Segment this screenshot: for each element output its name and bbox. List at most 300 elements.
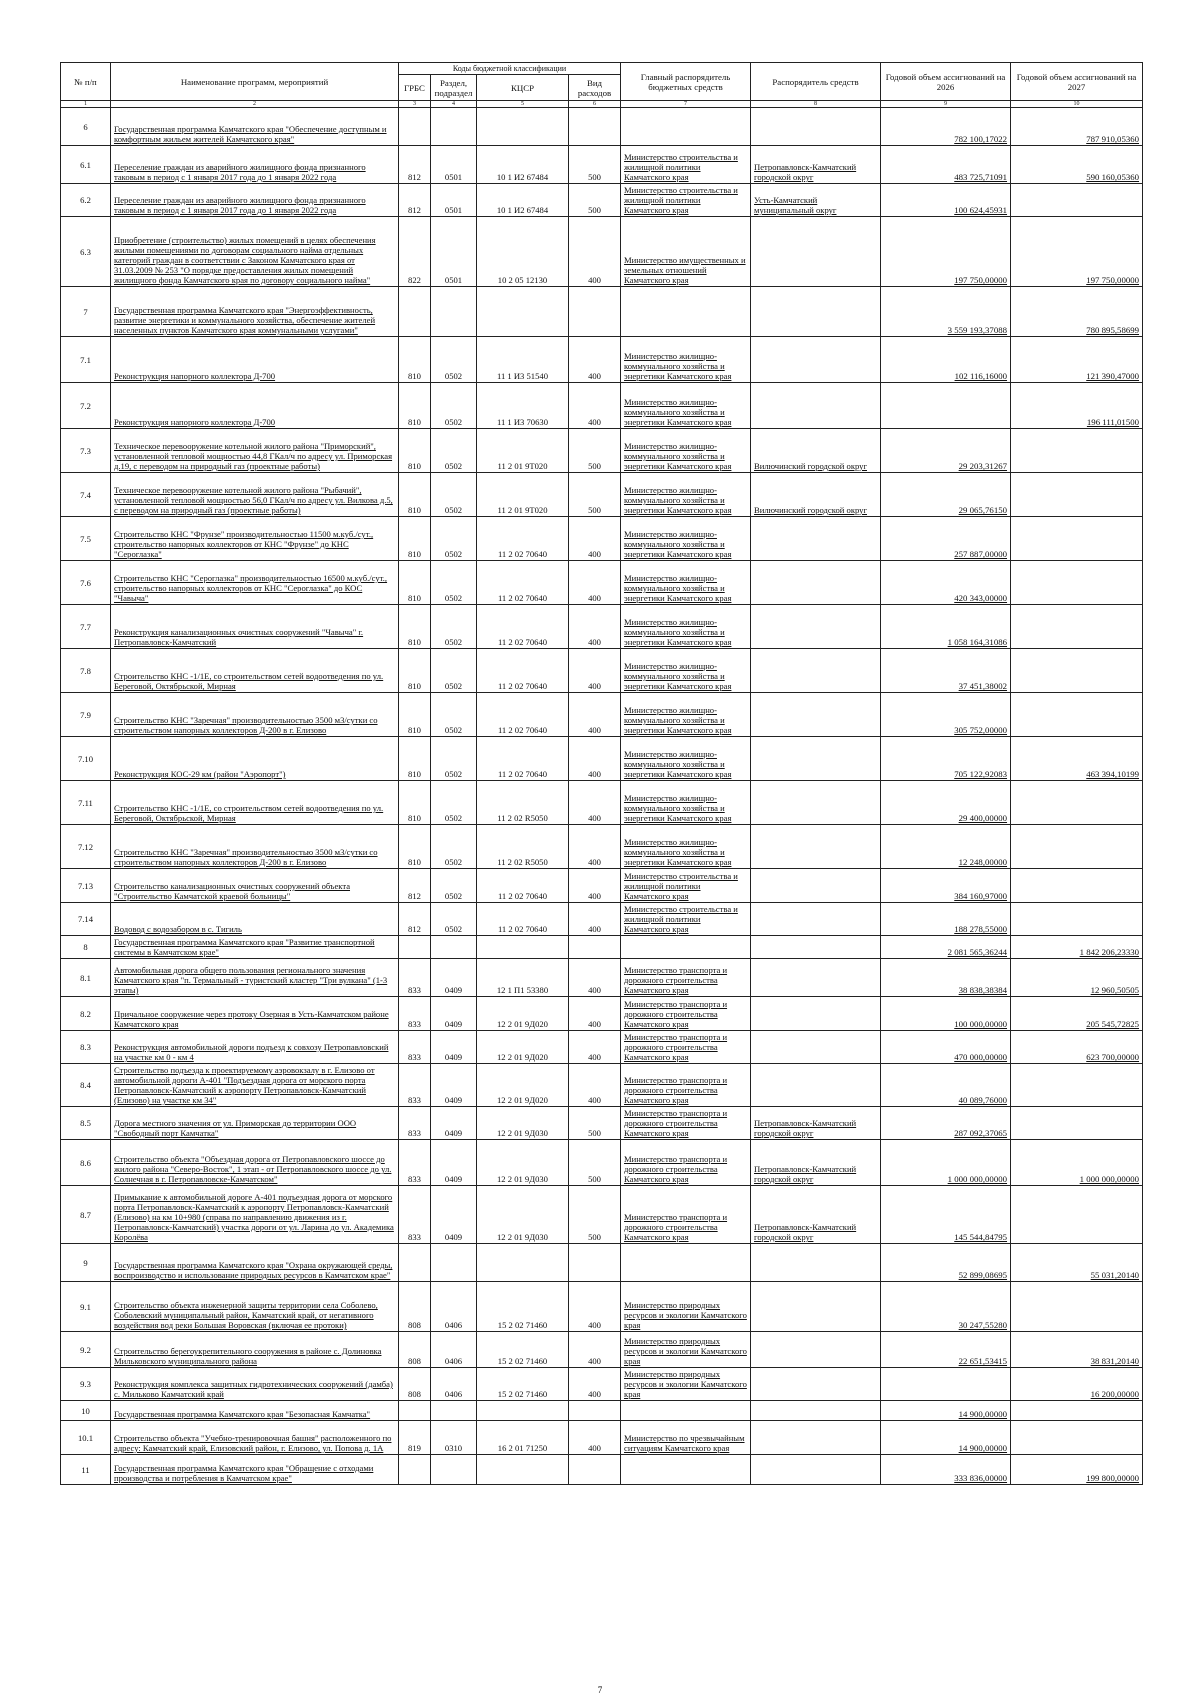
row-ksr: 12 1 П1 53380 [477, 959, 569, 997]
row-volume-2027 [1011, 605, 1143, 649]
row-volume-2026: 14 900,00000 [881, 1421, 1011, 1455]
header-manager: Распорядитель средств [751, 63, 881, 101]
row-name: Государственная программа Камчатского края "Охрана окружающей среды, воспроизводство и использование природных ресурсов в Камчатском крае" [111, 1244, 399, 1282]
row-volume-2026: 102 116,16000 [881, 337, 1011, 383]
row-section [431, 1455, 477, 1485]
row-section: 0502 [431, 903, 477, 936]
row-manager [751, 1282, 881, 1332]
header-ksr: КЦСР [477, 75, 569, 101]
column-index: 5 [477, 101, 569, 108]
row-grbs: 833 [399, 997, 431, 1031]
row-number: 8.7 [61, 1186, 111, 1244]
row-number: 8 [61, 936, 111, 959]
table-row [61, 1368, 1143, 1401]
row-expense-type: 500 [569, 146, 621, 184]
row-main-manager: Министерство транспорта и дорожного строительства Камчатского края [621, 959, 751, 997]
row-number: 9.1 [61, 1282, 111, 1332]
row-section: 0502 [431, 605, 477, 649]
row-expense-type: 400 [569, 959, 621, 997]
row-main-manager: Министерство транспорта и дорожного строительства Камчатского края [621, 1186, 751, 1244]
row-section: 0501 [431, 217, 477, 287]
row-grbs: 810 [399, 693, 431, 737]
row-volume-2026: 29 400,00000 [881, 781, 1011, 825]
row-expense-type: 400 [569, 903, 621, 936]
row-expense-type [569, 108, 621, 146]
table-row [61, 1332, 1143, 1368]
row-volume-2027: 12 960,50505 [1011, 959, 1143, 997]
row-main-manager: Министерство жилищно-коммунального хозяйства и энергетики Камчатского края [621, 429, 751, 473]
row-main-manager: Министерство жилищно-коммунального хозяйства и энергетики Камчатского края [621, 781, 751, 825]
row-section: 0502 [431, 825, 477, 869]
table-row [61, 1186, 1143, 1244]
row-number: 7.2 [61, 383, 111, 429]
row-ksr [477, 287, 569, 337]
row-ksr: 11 2 02 70640 [477, 737, 569, 781]
row-volume-2027 [1011, 517, 1143, 561]
row-volume-2027 [1011, 1421, 1143, 1455]
row-volume-2027 [1011, 1186, 1143, 1244]
row-grbs: 833 [399, 1186, 431, 1244]
row-section: 0501 [431, 146, 477, 184]
row-expense-type [569, 936, 621, 959]
row-number: 9.3 [61, 1368, 111, 1401]
row-grbs: 833 [399, 1031, 431, 1064]
row-ksr: 16 2 01 71250 [477, 1421, 569, 1455]
row-section: 0502 [431, 473, 477, 517]
row-main-manager: Министерство жилищно-коммунального хозяйства и энергетики Камчатского края [621, 473, 751, 517]
table-row [61, 936, 1143, 959]
row-expense-type: 400 [569, 337, 621, 383]
row-volume-2026: 100 624,45931 [881, 184, 1011, 217]
row-grbs [399, 1244, 431, 1282]
column-index: 9 [881, 101, 1011, 108]
row-number: 8.6 [61, 1140, 111, 1186]
row-ksr [477, 1455, 569, 1485]
row-main-manager: Министерство природных ресурсов и экологии Камчатского края [621, 1368, 751, 1401]
table-row [61, 959, 1143, 997]
table-row [61, 561, 1143, 605]
table-row [61, 737, 1143, 781]
row-name: Строительство КНС "Фрунзе" производительностью 11500 м.куб./сут., строительство напорных коллекторов от КНС "Фрунзе" до КНС "Сероглазка" [111, 517, 399, 561]
row-grbs: 812 [399, 146, 431, 184]
header-number: № п/п [61, 63, 111, 101]
row-main-manager: Министерство транспорта и дорожного строительства Камчатского края [621, 997, 751, 1031]
row-grbs: 812 [399, 869, 431, 903]
row-main-manager: Министерство строительства и жилищной политики Камчатского края [621, 146, 751, 184]
row-main-manager: Министерство природных ресурсов и экологии Камчатского края [621, 1332, 751, 1368]
row-volume-2026: 2 081 565,36244 [881, 936, 1011, 959]
row-ksr: 15 2 02 71460 [477, 1368, 569, 1401]
column-index: 7 [621, 101, 751, 108]
row-manager [751, 1401, 881, 1421]
column-index-row [61, 101, 1143, 108]
column-index: 6 [569, 101, 621, 108]
row-manager [751, 337, 881, 383]
row-main-manager: Министерство транспорта и дорожного строительства Камчатского края [621, 1064, 751, 1107]
row-main-manager: Министерство строительства и жилищной политики Камчатского края [621, 184, 751, 217]
row-expense-type: 400 [569, 605, 621, 649]
row-expense-type: 500 [569, 429, 621, 473]
row-grbs: 812 [399, 184, 431, 217]
row-ksr: 12 2 01 9Д020 [477, 997, 569, 1031]
row-volume-2027: 38 831,20140 [1011, 1332, 1143, 1368]
row-grbs: 810 [399, 337, 431, 383]
row-manager [751, 903, 881, 936]
row-expense-type: 500 [569, 473, 621, 517]
row-name: Строительство канализационных очистных сооружений объекта "Строительство Камчатской краевой больницы" [111, 869, 399, 903]
row-manager [751, 217, 881, 287]
row-ksr: 11 2 02 R5050 [477, 781, 569, 825]
row-volume-2026: 782 100,17022 [881, 108, 1011, 146]
row-section: 0502 [431, 693, 477, 737]
row-expense-type: 400 [569, 1421, 621, 1455]
row-manager [751, 737, 881, 781]
row-volume-2027 [1011, 649, 1143, 693]
row-expense-type: 400 [569, 517, 621, 561]
row-manager [751, 1244, 881, 1282]
row-volume-2027 [1011, 693, 1143, 737]
row-volume-2026: 188 278,55000 [881, 903, 1011, 936]
row-number: 9 [61, 1244, 111, 1282]
row-expense-type: 400 [569, 737, 621, 781]
row-grbs: 808 [399, 1282, 431, 1332]
row-number: 7.10 [61, 737, 111, 781]
row-grbs: 833 [399, 959, 431, 997]
table-row [61, 1107, 1143, 1140]
row-main-manager: Министерство имущественных и земельных отношений Камчатского края [621, 217, 751, 287]
table-row [61, 997, 1143, 1031]
row-name: Государственная программа Камчатского края "Обращение с отходами производства и потребления в Камчатском крае" [111, 1455, 399, 1485]
row-name: Примыкание к автомобильной дороге А-401 подъездная дорога от морского порта Петропавловск-Камчатский к аэропорту Петропавловск-Камчатский (Елизово) на км 10+980 (справа по направлению движения из г. Петропавловск-Камчатский) участка дороги от ул. Ларина до ул. Академика Королёва [111, 1186, 399, 1244]
column-index: 1 [61, 101, 111, 108]
row-volume-2027 [1011, 1282, 1143, 1332]
row-manager [751, 781, 881, 825]
row-number: 8.4 [61, 1064, 111, 1107]
header-expense-type: Вид расходов [569, 75, 621, 101]
row-section: 0502 [431, 517, 477, 561]
row-ksr: 11 2 02 70640 [477, 561, 569, 605]
row-ksr: 11 2 01 9Т020 [477, 429, 569, 473]
row-section [431, 1244, 477, 1282]
row-volume-2026: 1 058 164,31086 [881, 605, 1011, 649]
row-grbs: 822 [399, 217, 431, 287]
table-row [61, 825, 1143, 869]
row-volume-2026: 37 451,38002 [881, 649, 1011, 693]
row-grbs: 810 [399, 383, 431, 429]
row-grbs [399, 936, 431, 959]
table-row [61, 517, 1143, 561]
row-volume-2027 [1011, 1107, 1143, 1140]
row-name: Реконструкция КОС-29 км (район "Аэропорт") [111, 737, 399, 781]
row-volume-2027: 197 750,00000 [1011, 217, 1143, 287]
row-manager: Вилючинский городской округ [751, 429, 881, 473]
row-section [431, 108, 477, 146]
row-grbs: 810 [399, 473, 431, 517]
row-name: Государственная программа Камчатского края "Обеспечение доступным и комфортным жильем жителей Камчатского края" [111, 108, 399, 146]
row-manager: Петропавловск-Камчатский городской округ [751, 1107, 881, 1140]
row-grbs: 812 [399, 903, 431, 936]
row-expense-type: 500 [569, 1107, 621, 1140]
row-expense-type: 400 [569, 1332, 621, 1368]
row-number: 7 [61, 287, 111, 337]
table-row [61, 1401, 1143, 1421]
row-name: Строительство КНС "Заречная" производительностью 3500 м3/сутки со строительством напорных коллекторов Д-200 в г. Елизово [111, 825, 399, 869]
table-row [61, 1140, 1143, 1186]
row-main-manager [621, 1244, 751, 1282]
header-grbs: ГРБС [399, 75, 431, 101]
row-name: Государственная программа Камчатского края "Безопасная Камчатка" [111, 1401, 399, 1421]
row-section [431, 1401, 477, 1421]
header-main-manager: Главный распорядитель бюджетных средств [621, 63, 751, 101]
row-name: Реконструкция канализационных очистных сооружений "Чавыча" г. Петропавловск-Камчатский [111, 605, 399, 649]
table-row [61, 1244, 1143, 1282]
row-volume-2027 [1011, 825, 1143, 869]
row-main-manager: Министерство жилищно-коммунального хозяйства и энергетики Камчатского края [621, 383, 751, 429]
row-name: Переселение граждан из аварийного жилищного фонда признанного таковым в период с 1 января 2017 года до 1 января 2022 года [111, 184, 399, 217]
row-manager [751, 936, 881, 959]
row-volume-2027: 590 160,05360 [1011, 146, 1143, 184]
row-section: 0501 [431, 184, 477, 217]
row-number: 7.3 [61, 429, 111, 473]
row-number: 10 [61, 1401, 111, 1421]
row-ksr: 11 2 02 70640 [477, 693, 569, 737]
row-grbs: 833 [399, 1140, 431, 1186]
row-ksr: 10 2 05 12130 [477, 217, 569, 287]
row-main-manager: Министерство жилищно-коммунального хозяйства и энергетики Камчатского края [621, 825, 751, 869]
table-row [61, 869, 1143, 903]
row-section: 0409 [431, 997, 477, 1031]
row-expense-type [569, 1401, 621, 1421]
row-volume-2026: 29 203,31267 [881, 429, 1011, 473]
row-name: Техническое перевооружение котельной жилого района "Рыбачий", установленной тепловой мощностью 56,0 ГКал/ч по адресу ул. Вилкова д.5, с переводом на природный газ (проектные работы) [111, 473, 399, 517]
row-volume-2026: 197 750,00000 [881, 217, 1011, 287]
table-row [61, 649, 1143, 693]
row-main-manager: Министерство жилищно-коммунального хозяйства и энергетики Камчатского края [621, 517, 751, 561]
row-volume-2027: 55 031,20140 [1011, 1244, 1143, 1282]
row-main-manager: Министерство транспорта и дорожного строительства Камчатского края [621, 1031, 751, 1064]
row-volume-2026: 52 899,08695 [881, 1244, 1011, 1282]
row-grbs: 808 [399, 1332, 431, 1368]
row-number: 7.14 [61, 903, 111, 936]
row-expense-type: 400 [569, 997, 621, 1031]
table-row [61, 1064, 1143, 1107]
row-number: 8.1 [61, 959, 111, 997]
row-expense-type: 400 [569, 1282, 621, 1332]
row-name: Реконструкция напорного коллектора Д-700 [111, 383, 399, 429]
row-name: Строительство берегоукрепительного сооружения в районе с. Долиновка Мильковского муниципального района [111, 1332, 399, 1368]
header-volume-2027: Годовой объем ассигнований на 2027 [1011, 63, 1143, 101]
header-name: Наименование программ, мероприятий [111, 63, 399, 101]
table-row [61, 605, 1143, 649]
row-volume-2026: 384 160,97000 [881, 869, 1011, 903]
row-grbs: 833 [399, 1064, 431, 1107]
row-section: 0409 [431, 1140, 477, 1186]
row-volume-2026: 1 000 000,00000 [881, 1140, 1011, 1186]
row-name: Государственная программа Камчатского края "Развитие транспортной системы в Камчатском крае" [111, 936, 399, 959]
row-section: 0502 [431, 869, 477, 903]
row-main-manager: Министерство по чрезвычайным ситуациям Камчатского края [621, 1421, 751, 1455]
row-grbs [399, 287, 431, 337]
row-section: 0409 [431, 959, 477, 997]
table-row [61, 429, 1143, 473]
row-volume-2026: 14 900,00000 [881, 1401, 1011, 1421]
row-volume-2026 [881, 383, 1011, 429]
row-volume-2027 [1011, 1064, 1143, 1107]
row-volume-2027: 199 800,00000 [1011, 1455, 1143, 1485]
row-number: 8.2 [61, 997, 111, 1031]
row-name: Строительство подъезда к проектируемому аэровокзалу в г. Елизово от автомобильной дороги А-401 "Подъездная дорога от морского порта Петропавловск-Камчатский к аэропорту Петропавловск-Камчатский (Елизово) на участке км 34" [111, 1064, 399, 1107]
row-section: 0502 [431, 561, 477, 605]
row-section: 0406 [431, 1368, 477, 1401]
row-volume-2027 [1011, 184, 1143, 217]
row-volume-2026: 470 000,00000 [881, 1031, 1011, 1064]
row-ksr: 11 2 02 70640 [477, 649, 569, 693]
row-volume-2026: 100 000,00000 [881, 997, 1011, 1031]
row-volume-2026: 38 838,38384 [881, 959, 1011, 997]
row-grbs [399, 1401, 431, 1421]
row-grbs: 808 [399, 1368, 431, 1401]
row-expense-type: 400 [569, 1368, 621, 1401]
row-volume-2027: 196 111,01500 [1011, 383, 1143, 429]
row-section: 0406 [431, 1282, 477, 1332]
row-grbs: 810 [399, 429, 431, 473]
row-manager [751, 1031, 881, 1064]
row-ksr: 12 2 01 9Д020 [477, 1031, 569, 1064]
row-grbs [399, 1455, 431, 1485]
row-main-manager: Министерство жилищно-коммунального хозяйства и энергетики Камчатского края [621, 649, 751, 693]
row-number: 7.5 [61, 517, 111, 561]
row-name: Дорога местного значения от ул. Приморская до территории ООО "Свободный порт Камчатка" [111, 1107, 399, 1140]
table-row [61, 1282, 1143, 1332]
row-volume-2027 [1011, 473, 1143, 517]
row-section: 0502 [431, 429, 477, 473]
row-manager [751, 649, 881, 693]
row-ksr: 11 2 02 70640 [477, 903, 569, 936]
row-section: 0310 [431, 1421, 477, 1455]
table-row [61, 184, 1143, 217]
table-row [61, 1455, 1143, 1485]
row-name: Реконструкция комплекса защитных гидротехнических сооружений (дамба) с. Мильково Камчатский край [111, 1368, 399, 1401]
row-expense-type: 400 [569, 561, 621, 605]
row-volume-2027 [1011, 781, 1143, 825]
row-ksr: 10 1 И2 67484 [477, 146, 569, 184]
row-grbs: 810 [399, 825, 431, 869]
row-section: 0409 [431, 1107, 477, 1140]
row-expense-type [569, 287, 621, 337]
row-expense-type: 400 [569, 649, 621, 693]
column-index: 2 [111, 101, 399, 108]
row-expense-type: 400 [569, 217, 621, 287]
row-expense-type: 400 [569, 869, 621, 903]
row-manager: Вилючинский городской округ [751, 473, 881, 517]
row-section: 0502 [431, 383, 477, 429]
row-grbs: 810 [399, 561, 431, 605]
row-name: Причальное сооружение через протоку Озерная в Усть-Камчатском районе Камчатского края [111, 997, 399, 1031]
row-ksr: 12 2 01 9Д030 [477, 1186, 569, 1244]
row-volume-2026: 3 559 193,37088 [881, 287, 1011, 337]
row-volume-2026: 22 651,53415 [881, 1332, 1011, 1368]
row-expense-type: 400 [569, 781, 621, 825]
row-grbs: 810 [399, 517, 431, 561]
row-ksr: 11 2 02 R5050 [477, 825, 569, 869]
table-row [61, 473, 1143, 517]
table-row [61, 693, 1143, 737]
document-page [60, 62, 1142, 1485]
row-ksr: 11 2 02 70640 [477, 517, 569, 561]
table-row [61, 337, 1143, 383]
row-main-manager [621, 936, 751, 959]
row-name: Строительство КНС -1/1Е, со строительством сетей водоотведения по ул. Береговой, Октябрьской, Мирная [111, 649, 399, 693]
row-name: Строительство КНС "Сероглазка" производительностью 16500 м.куб./сут., строительство напорных коллекторов от КНС "Сероглазка" до КОС "Чавыча" [111, 561, 399, 605]
row-ksr [477, 108, 569, 146]
row-name: Приобретение (строительство) жилых помещений в целях обеспечения жилыми помещениями по договорам социального найма отдельных категорий граждан в соответствии с Законом Камчатского края от 31.03.2009 № 253 "О порядке предоставления жилых помещений жилищного фонда Камчатского края по договору социального найма" [111, 217, 399, 287]
row-main-manager: Министерство жилищно-коммунального хозяйства и энергетики Камчатского края [621, 605, 751, 649]
row-number: 7.6 [61, 561, 111, 605]
row-number: 8.3 [61, 1031, 111, 1064]
table-row [61, 108, 1143, 146]
row-manager [751, 287, 881, 337]
row-volume-2027: 623 700,00000 [1011, 1031, 1143, 1064]
row-expense-type: 500 [569, 1140, 621, 1186]
column-index: 10 [1011, 101, 1143, 108]
row-name: Строительство КНС -1/1Е, со строительством сетей водоотведения по ул. Береговой, Октябрьской, Мирная [111, 781, 399, 825]
row-name: Техническое перевооружение котельной жилого района "Приморский", установленной тепловой мощностью 44,8 ГКал/ч по адресу ул. Приморская д.19, с переводом на природный газ (проектные работы) [111, 429, 399, 473]
row-manager: Усть-Камчатский муниципальный округ [751, 184, 881, 217]
row-manager [751, 1421, 881, 1455]
row-number: 6.2 [61, 184, 111, 217]
table-row [61, 217, 1143, 287]
row-volume-2026: 705 122,92083 [881, 737, 1011, 781]
row-volume-2027: 787 910,05360 [1011, 108, 1143, 146]
row-grbs: 810 [399, 737, 431, 781]
row-manager [751, 693, 881, 737]
row-manager [751, 1064, 881, 1107]
row-number: 7.11 [61, 781, 111, 825]
row-section: 0502 [431, 337, 477, 383]
row-volume-2027: 205 545,72825 [1011, 997, 1143, 1031]
table-row [61, 1031, 1143, 1064]
row-manager [751, 1455, 881, 1485]
row-grbs: 810 [399, 649, 431, 693]
row-volume-2027: 121 390,47000 [1011, 337, 1143, 383]
row-manager: Петропавловск-Камчатский городской округ [751, 1140, 881, 1186]
row-section [431, 287, 477, 337]
row-expense-type: 400 [569, 1031, 621, 1064]
row-name: Строительство КНС "Заречная" производительностью 3500 м3/сутки со строительством напорных коллекторов Д-200 в г. Елизово [111, 693, 399, 737]
row-volume-2026: 40 089,76000 [881, 1064, 1011, 1107]
header-volume-2026: Годовой объем ассигнований на 2026 [881, 63, 1011, 101]
row-expense-type: 400 [569, 825, 621, 869]
row-manager [751, 108, 881, 146]
row-name: Строительство объекта "Учебно-тренировочная башня" расположенного по адресу: Камчатский край, Елизовский район, г. Елизово, ул. Попова д. 1А [111, 1421, 399, 1455]
row-name: Государственная программа Камчатского края "Энергоэффективность, развитие энергетики и коммунального хозяйства, обеспечение жителей населенных пунктов Камчатского края коммунальными услугами" [111, 287, 399, 337]
row-expense-type [569, 1244, 621, 1282]
row-main-manager: Министерство природных ресурсов и экологии Камчатского края [621, 1282, 751, 1332]
row-ksr: 12 2 01 9Д030 [477, 1107, 569, 1140]
row-ksr: 12 2 01 9Д030 [477, 1140, 569, 1186]
row-section [431, 936, 477, 959]
row-number: 6.1 [61, 146, 111, 184]
row-name: Строительство объекта инженерной защиты территории села Соболево, Соболевский муниципальный район, Камчатский край, от негативного воздействия вод реки Большая Воровская (включая ее протоки) [111, 1282, 399, 1332]
row-expense-type: 400 [569, 1064, 621, 1107]
row-expense-type: 500 [569, 184, 621, 217]
row-volume-2027: 1 000 000,00000 [1011, 1140, 1143, 1186]
table-row [61, 903, 1143, 936]
row-expense-type: 400 [569, 383, 621, 429]
table-row [61, 287, 1143, 337]
row-name: Реконструкция автомобильной дороги подъезд к совхозу Петропавловский на участке км 0 - км 4 [111, 1031, 399, 1064]
row-number: 7.8 [61, 649, 111, 693]
